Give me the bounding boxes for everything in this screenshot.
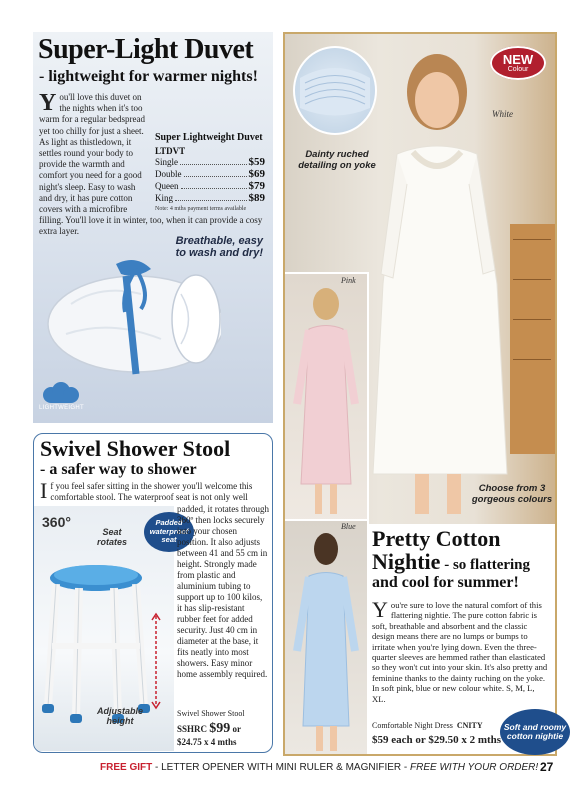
duvet-body-text: ou'll love this duvet on the nights when it's too warm for a regular bedspread yet too chilly for just a sheet. As light as thistledown, it settles round your body to provide the warmth and comfort you need for a good night's sleep. Easy to wash and dry, it has pure cotton covers with a microfibre filling. You'll love it in winter, too, when it can provide a cosy extra layer. <box>39 92 263 237</box>
payment-note: Note: 4 mths payment terms available <box>155 206 247 212</box>
pink-model-illustration <box>285 274 367 524</box>
colour-label-blue: Blue <box>341 522 356 531</box>
yoke-detail-zoom <box>293 46 377 135</box>
nightie-panel <box>283 32 557 756</box>
nightie-title-line2 <box>372 551 530 576</box>
price-value: $99 <box>209 721 231 736</box>
drop-cap: Y <box>372 597 388 622</box>
size-label: Queen <box>155 181 179 191</box>
padded-seat-badge: Padded waterproof seat <box>144 512 194 552</box>
nightie-title: Pretty Cotton <box>372 526 501 551</box>
shower-stool-panel <box>33 433 273 753</box>
blue-model-illustration <box>285 521 367 756</box>
new-label: NEW <box>502 51 534 67</box>
ruching-illustration <box>295 48 375 133</box>
soft-roomy-badge: Soft and roomy cotton nightie <box>500 709 570 755</box>
product-line <box>372 721 512 730</box>
duvet-title: Super-Light Duvet <box>38 34 254 65</box>
stool-intro-text: f you feel safer sitting in the shower you'll welcome this comfortable stool. The waterproof seat is not only well <box>50 481 253 502</box>
seat-rotates-label: Seat rotates <box>96 527 127 547</box>
choose-colours-callout: Choose from 3 gorgeous colours <box>471 483 553 505</box>
colour-label: Colour <box>507 65 529 73</box>
price-row <box>155 192 265 204</box>
price-value: $69 <box>248 168 265 180</box>
stool-title: Swivel Shower Stool <box>40 436 231 461</box>
price-value: $89 <box>248 192 265 204</box>
price-line <box>177 721 272 737</box>
product-name: Comfortable Night Dress <box>372 721 453 730</box>
gift-tagline: FREE WITH YOUR ORDER! <box>410 762 539 773</box>
price-line: $59 each or $29.50 x 2 mths <box>372 734 502 746</box>
price-value: $59 <box>248 156 265 168</box>
ruched-detail-callout: Dainty ruched detailing on yoke <box>298 149 376 171</box>
stool-product-info <box>177 709 272 747</box>
colour-label-pink: Pink <box>341 276 356 285</box>
product-code: CNITY <box>456 721 483 730</box>
page-number: 27 <box>540 760 554 774</box>
duvet-subtitle: - lightweight for warmer nights! <box>39 68 258 85</box>
blue-nightie-photo <box>285 519 369 756</box>
duvet-price-box <box>155 132 265 212</box>
nightie-product-info <box>372 721 512 746</box>
adjustable-height-label: Adjustable height <box>96 706 143 726</box>
nightie-description <box>372 597 550 704</box>
nightie-word: Nightie <box>372 549 441 574</box>
duvet-panel <box>33 32 273 423</box>
price-row <box>155 180 265 192</box>
colour-label-white: White <box>492 109 513 119</box>
product-code: SSHRC <box>177 724 208 734</box>
rotation-360-badge: 360° <box>42 514 71 530</box>
footer-promo <box>100 762 538 773</box>
lightweight-badge-label: LIGHTWEIGHT <box>39 405 84 411</box>
drop-cap: Y <box>39 90 57 116</box>
price-or: or <box>232 724 242 734</box>
new-colour-badge <box>490 46 546 80</box>
gift-description: - LETTER OPENER WITH MINI RULER & MAGNIFIER - <box>152 762 411 773</box>
price-value: $79 <box>248 180 265 192</box>
stool-intro <box>40 478 266 503</box>
stool-subtitle: - a safer way to shower <box>40 461 197 478</box>
size-label: Single <box>155 157 179 167</box>
price-row <box>155 168 265 180</box>
free-gift-label: FREE GIFT <box>100 762 153 773</box>
stool-description: padded, it rotates through 360º then locks securely into your chosen position. It also adjusts between 41 and 55 cm in height. Strongly made from plastic and aluminium tubing to support up to 100 kilos, it has slip-resistant rubber feet for added security. Just 40 cm in diameter at the base, it fits neatly into most showers. Easy minor home assembly required. <box>177 504 269 679</box>
breathable-callout: Breathable, easy to wash and dry! <box>175 235 263 259</box>
nightie-subtitle-part: - so flattering <box>440 557 531 573</box>
price-row <box>155 156 265 168</box>
pink-nightie-photo <box>285 272 369 524</box>
product-code: LTDVT <box>155 146 186 156</box>
size-label: Double <box>155 169 182 179</box>
drop-cap: I <box>40 478 48 503</box>
cloud-icon <box>39 382 83 404</box>
size-label: King <box>155 193 173 203</box>
nightie-subtitle: and cool for summer! <box>372 574 519 591</box>
nightie-body-text: ou're sure to love the natural comfort of this flattering nightie. The pure cotton fabric is soft, breathable and absorbent and the classic design means there are no lumps or bumps to irritate when you're lying down. Even the three-quarter sleeves are hemmed rather than elasticated so they won't cut into your skin. It's also pretty and feminine thanks to the dainty ruching on the yoke. In soft pink, blue or new colour white. S, M, L, XL. <box>372 600 548 704</box>
price-heading: Super Lightweight Duvet <box>155 132 263 143</box>
product-name: Swivel Shower Stool <box>177 709 245 718</box>
installment-price: $24.75 x 4 mths <box>177 737 237 747</box>
